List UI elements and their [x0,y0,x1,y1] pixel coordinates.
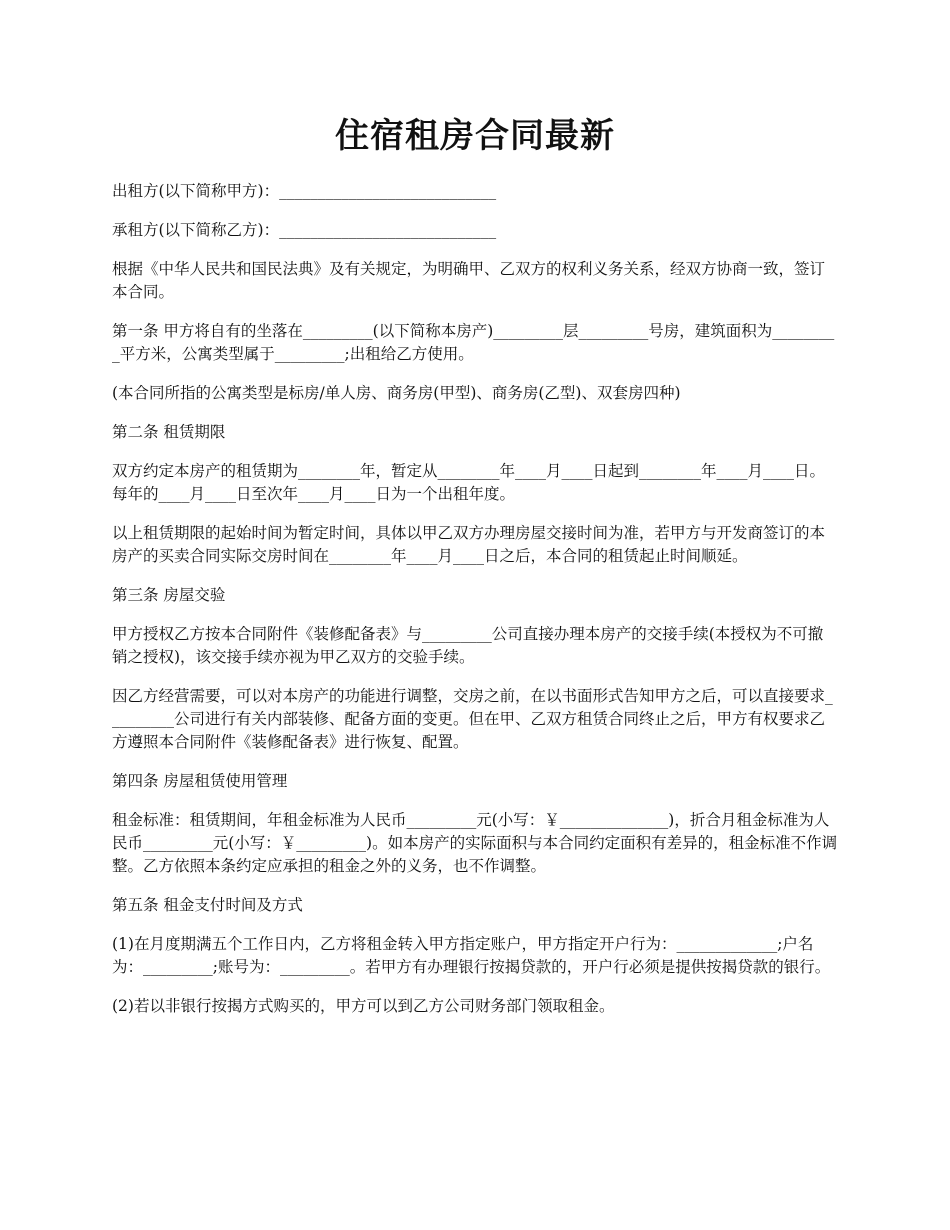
lease-term-note-paragraph: 以上租赁期限的起始时间为暂定时间，具体以甲乙双方办理房屋交接时间为准，若甲方与开发商签订的本房产的买卖合同实际交房时间在________年____月____日之后，本合同的租赁起止时间顺延。 [112,524,826,565]
lessor-line: 出租方(以下简称甲方)：____________________________ [112,182,497,200]
payment-clause-2: (2)若以非银行按揭方式购买的，甲方可以到乙方公司财务部门领取租金。 [112,997,615,1015]
payment-clause-1: (1)在月度期满五个工作日内，乙方将租金转入甲方指定账户，甲方指定开户行为：_____________;户名为：_________;账号为：_________。若甲方有办理银行按揭贷款的，开户行必须是提供按揭贷款的银行。 [112,935,831,976]
article-5-heading: 第五条 租金支付时间及方式 [112,896,303,914]
apartment-type-note: (本合同所指的公寓类型是标房/单人房、商务房(甲型)、商务房(乙型)、双套房四种) [112,384,681,402]
lessee-line: 承租方(以下简称乙方)：____________________________ [112,221,497,239]
handover-paragraph: 甲方授权乙方按本合同附件《装修配备表》与_________公司直接办理本房产的交接手续(本授权为不可撤销之授权)，该交接手续亦视为甲乙双方的交验手续。 [112,625,824,666]
article-2-heading: 第二条 租赁期限 [112,423,226,441]
preamble-paragraph: 根据《中华人民共和国民法典》及有关规定，为明确甲、乙双方的权利义务关系，经双方协商一致，签订本合同。 [112,260,826,301]
article-4-heading: 第四条 房屋租赁使用管理 [112,772,288,790]
document-body [112,180,838,1034]
article-1-paragraph: 第一条 甲方将自有的坐落在_________(以下简称本房产)_________层_________号房，建筑面积为_________平方米，公寓类型属于_________;出租给乙方使用。 [112,322,835,363]
article-3-heading: 第三条 房屋交验 [112,586,226,604]
rent-standard-paragraph: 租金标准：租赁期间，年租金标准为人民币_________元(小写：￥______________)，折合月租金标准为人民币_________元(小写：￥_________)。如本房产的实际面积与本合同约定面积有差异的，租金标准不作调整。乙方依照本条约定应承担的租金之外的义务，也不作调整。 [112,811,838,875]
lease-term-paragraph: 双方约定本房产的租赁期为________年，暂定从________年____月____日起到________年____月____日。每年的____月____日至次年____月____日为一个出租年度。 [112,462,826,503]
renovation-paragraph: 因乙方经营需要，可以对本房产的功能进行调整，交房之前，在以书面形式告知甲方之后，可以直接要求_________公司进行有关内部装修、配备方面的变更。但在甲、乙双方租赁合同终止之后，甲方有权要求乙方遵照本合同附件《装修配备表》进行恢复、配置。 [112,687,833,751]
document-title: 住宿租房合同最新 [335,116,615,156]
